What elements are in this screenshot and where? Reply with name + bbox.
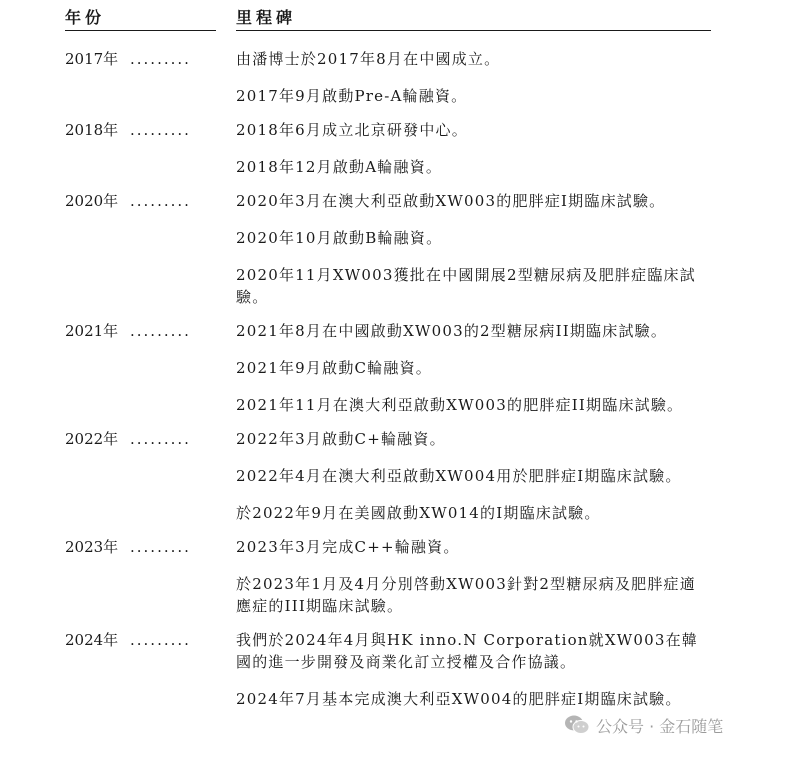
- leader-dots: .........: [130, 538, 191, 556]
- milestone-event: 2022年4月在澳大利亞啟動XW004用於肥胖症I期臨床試驗。: [236, 467, 682, 485]
- milestone-group: [65, 536, 711, 617]
- year-header-underline: [65, 30, 216, 31]
- milestone-event: 2020年3月在澳大利亞啟動XW003的肥胖症I期臨床試驗。: [236, 192, 666, 210]
- milestone-event: 於2023年1月及4月分別啓動XW003針對2型糖尿病及肥胖症適應症的III期臨床試驗。: [236, 575, 696, 615]
- milestone-event: 2021年8月在中國啟動XW003的2型糖尿病II期臨床試驗。: [236, 322, 668, 340]
- leader-dots: .........: [130, 192, 191, 210]
- milestone-events: [236, 629, 711, 710]
- milestone-header-underline: [236, 30, 711, 31]
- milestone-group: [65, 320, 711, 416]
- leader-dots: .........: [130, 322, 191, 340]
- milestone-group: [65, 428, 711, 524]
- milestones-page: [65, 0, 711, 708]
- milestone-event: 2021年9月啟動C輪融資。: [236, 359, 432, 377]
- year-label: 2018年: [65, 121, 119, 139]
- year-label: 2022年: [65, 430, 119, 448]
- milestone-group: [65, 48, 711, 107]
- milestone-group: [65, 629, 711, 710]
- year-column-header: 年份: [65, 8, 106, 27]
- milestone-events: [236, 48, 711, 107]
- milestone-event: 2017年9月啟動Pre-A輪融資。: [236, 87, 468, 105]
- leader-dots: .........: [130, 631, 191, 649]
- leader-dots: .........: [130, 121, 191, 139]
- milestone-event: 2023年3月完成C++輪融資。: [236, 538, 460, 556]
- milestone-events: [236, 119, 711, 178]
- milestone-events: [236, 536, 711, 617]
- milestone-group: [65, 190, 711, 308]
- wechat-icon: [564, 714, 590, 736]
- milestone-event: 我們於2024年4月與HK inno.N Corporation就XW003在韓國的進一步開發及商業化訂立授權及合作協議。: [236, 631, 698, 671]
- milestone-event: 2018年12月啟動A輪融資。: [236, 158, 443, 176]
- milestone-event: 於2022年9月在美國啟動XW014的I期臨床試驗。: [236, 504, 601, 522]
- watermark-text: 公众号 · 金石随笔: [596, 716, 724, 736]
- milestone-event: 2022年3月啟動C+輪融資。: [236, 430, 446, 448]
- milestone-column-header: 里程碑: [236, 8, 297, 27]
- milestone-event: 2021年11月在澳大利亞啟動XW003的肥胖症II期臨床試驗。: [236, 396, 684, 414]
- year-label: 2023年: [65, 538, 119, 556]
- milestone-event: 2024年7月基本完成澳大利亞XW004的肥胖症I期臨床試驗。: [236, 690, 682, 708]
- milestone-event: 2020年11月XW003獲批在中國開展2型糖尿病及肥胖症臨床試驗。: [236, 266, 696, 306]
- milestone-event: 由潘博士於2017年8月在中國成立。: [236, 50, 501, 68]
- milestone-events: [236, 190, 711, 308]
- leader-dots: .........: [130, 430, 191, 448]
- leader-dots: .........: [130, 50, 191, 68]
- table-header: [65, 0, 711, 32]
- milestone-events: [236, 428, 711, 524]
- milestone-event: 2018年6月成立北京研發中心。: [236, 121, 468, 139]
- year-label: 2020年: [65, 192, 119, 210]
- milestone-group: [65, 119, 711, 178]
- milestone-events: [236, 320, 711, 416]
- year-label: 2017年: [65, 50, 119, 68]
- watermark: [560, 712, 727, 738]
- milestone-event: 2020年10月啟動B輪融資。: [236, 229, 443, 247]
- milestone-table: [65, 48, 711, 722]
- year-label: 2024年: [65, 631, 119, 649]
- year-label: 2021年: [65, 322, 119, 340]
